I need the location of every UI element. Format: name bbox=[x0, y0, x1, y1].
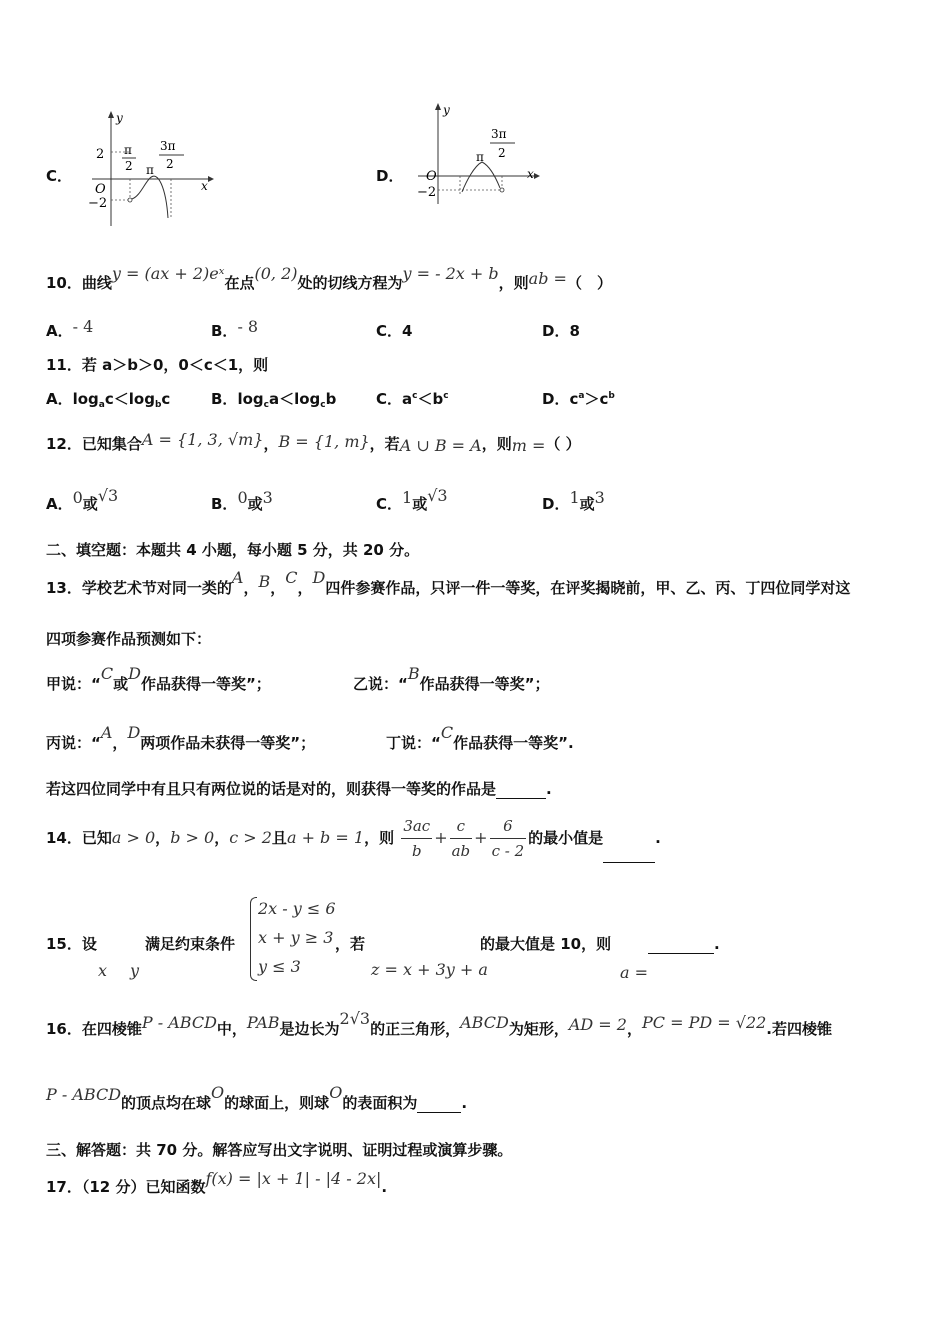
graph-d-x-label: x bbox=[527, 167, 534, 181]
graph-d-t3-den: 2 bbox=[498, 146, 506, 160]
q10-option-c[interactable]: C．4 bbox=[376, 322, 413, 340]
q12-option-c[interactable]: C．1或√3 bbox=[376, 486, 448, 513]
graph-c-x-label: x bbox=[201, 179, 208, 193]
graph-c bbox=[84, 108, 214, 230]
question-13-last: 若这四位同学中有且只有两位说的话是对的，则获得一等奖的作品是 . bbox=[46, 780, 552, 798]
q12-m: m = bbox=[511, 436, 546, 455]
question-12: 12．已知集合A = {1, 3, √m}，B = {1, m}，若A ∪ B = A，则m =（ ） bbox=[46, 430, 581, 455]
question-15-num: 15．设 bbox=[46, 935, 97, 953]
q12-option-b[interactable]: B．0或3 bbox=[211, 488, 273, 513]
q11-option-d[interactable]: D．$c^a>c^b$ bbox=[542, 390, 615, 408]
q15-cond: 满足约束条件 bbox=[145, 935, 236, 953]
q15-answer-blank[interactable] bbox=[648, 939, 714, 954]
q10-line: y = - 2x + b bbox=[402, 264, 499, 283]
q15-a: a = bbox=[620, 963, 649, 982]
q14-answer-blank[interactable] bbox=[603, 848, 655, 863]
q15-z: z = x + 3y + a bbox=[371, 960, 488, 979]
q12-option-d[interactable]: D．1或3 bbox=[542, 488, 605, 513]
graph-c-origin: O bbox=[95, 182, 106, 197]
question-13-jia: 甲说：“C或D作品获得一等奖”； bbox=[46, 664, 271, 693]
graph-c-t1-num: π bbox=[124, 143, 132, 157]
q10-option-d[interactable]: D．8 bbox=[542, 322, 580, 340]
q10-option-a[interactable]: A．- 4 bbox=[46, 317, 94, 340]
graph-c-t3-den: 2 bbox=[166, 157, 174, 171]
graph-d-tick-neg2: −2 bbox=[417, 185, 437, 200]
graph-c-y-label: y bbox=[116, 111, 123, 125]
graph-d-origin: O bbox=[426, 169, 437, 184]
q14-frac-2: $\frac{c}{ab}$ bbox=[450, 814, 473, 863]
option-c-label: C． bbox=[46, 167, 73, 185]
q12-cond: A ∪ B = A bbox=[399, 436, 482, 455]
graph-d-t2: π bbox=[476, 150, 484, 164]
graph-d-y-label: y bbox=[443, 103, 450, 117]
q10-ab: ab = bbox=[528, 269, 567, 288]
q10-option-b[interactable]: B．- 8 bbox=[211, 317, 259, 340]
q15-constraint-1: 2x - y ≤ 6 bbox=[258, 899, 336, 918]
q11-option-c[interactable]: C．$a^c<b^c$ bbox=[376, 390, 449, 408]
question-10: 10．曲线y = (ax + 2)eˣ在点(0, 2)处的切线方程为y = - 2x + b，则ab =（ ） bbox=[46, 264, 612, 292]
q15-constraint-2: x + y ≥ 3 bbox=[258, 928, 334, 947]
question-17: 17．（12 分）已知函数f(x) = |x + 1| - |4 - 2x|. bbox=[46, 1169, 388, 1196]
q15-if: ，若 bbox=[335, 935, 366, 953]
graph-c-tick-neg2: −2 bbox=[88, 196, 108, 211]
q14-frac-3: $\frac{6}{c - 2}$ bbox=[490, 814, 527, 863]
section-2-heading: 二、填空题：本题共 4 小题，每小题 5 分，共 20 分。 bbox=[46, 541, 420, 559]
graph-c-t1-den: 2 bbox=[125, 159, 133, 173]
q15-x: x bbox=[98, 961, 108, 980]
section-3-heading: 三、解答题：共 70 分。解答应写出文字说明、证明过程或演算步骤。 bbox=[46, 1141, 513, 1159]
graph-d bbox=[414, 100, 544, 208]
question-11: 11．若 a＞b＞0，0＜c＜1，则 bbox=[46, 356, 269, 374]
q12-set-a: A = {1, 3, √m} bbox=[141, 430, 264, 449]
q10-point: (0, 2) bbox=[254, 264, 298, 283]
q15-constraint-3: y ≤ 3 bbox=[258, 957, 301, 976]
question-16-line-1: 16．在四棱锥P - ABCD中，PAB是边长为2√3的正三角形，ABCD为矩形，AD = 2，PC = PD = √22.若四棱锥 bbox=[46, 1009, 832, 1038]
q10-curve: y = (ax + 2)eˣ bbox=[111, 264, 225, 283]
graph-d-t3-num: 3π bbox=[491, 127, 507, 141]
question-16-line-2: P - ABCD的顶点均在球O的球面上，则球O的表面积为 . bbox=[46, 1083, 468, 1112]
graph-c-t2: π bbox=[146, 163, 154, 177]
q14-frac-1: $\frac{3ac}{b}$ bbox=[401, 814, 432, 863]
q15-y: y bbox=[130, 961, 140, 980]
q17-function: f(x) = |x + 1| - |4 - 2x| bbox=[205, 1169, 382, 1188]
question-13-line-2: 四项参赛作品预测如下： bbox=[46, 630, 212, 648]
graph-c-t3-num: 3π bbox=[160, 139, 176, 153]
q12-set-b: B = {1, m} bbox=[278, 432, 370, 451]
q15-answer: . bbox=[648, 934, 720, 954]
q15-max: 的最大值是 10，则 bbox=[480, 935, 612, 953]
question-13-yi: 乙说：“B作品获得一等奖”； bbox=[353, 664, 550, 693]
option-d-label: D． bbox=[376, 167, 404, 185]
q11-option-b[interactable]: B．$\log_ca<\log_cb$ bbox=[211, 390, 337, 410]
question-13-line-1: 13．学校艺术节对同一类的A，B，C，D四件参赛作品，只评一件一等奖，在评奖揭晓前，甲、乙、丙、丁四位同学对这 bbox=[46, 568, 851, 597]
question-14: 14．已知a > 0，b > 0，c > 2且a + b = 1，则 $\frac{3ac}{b}$ + $\frac{c}{ab}$ + $\frac{6}{c - 2}$ 的最小值是 . bbox=[46, 814, 661, 863]
graph-c-tick-2: 2 bbox=[96, 147, 105, 162]
q15-brace bbox=[250, 897, 257, 981]
question-13-ding: 丁说：“C作品获得一等奖”. bbox=[386, 723, 574, 752]
q12-option-a[interactable]: A．0或√3 bbox=[46, 486, 119, 513]
q13-answer-blank[interactable] bbox=[496, 784, 546, 799]
question-13-bing: 丙说：“A，D两项作品未获得一等奖”； bbox=[46, 723, 316, 752]
q16-answer-blank[interactable] bbox=[417, 1098, 461, 1113]
q11-option-a[interactable]: A．$\log_ac<\log_bc$ bbox=[46, 390, 171, 410]
